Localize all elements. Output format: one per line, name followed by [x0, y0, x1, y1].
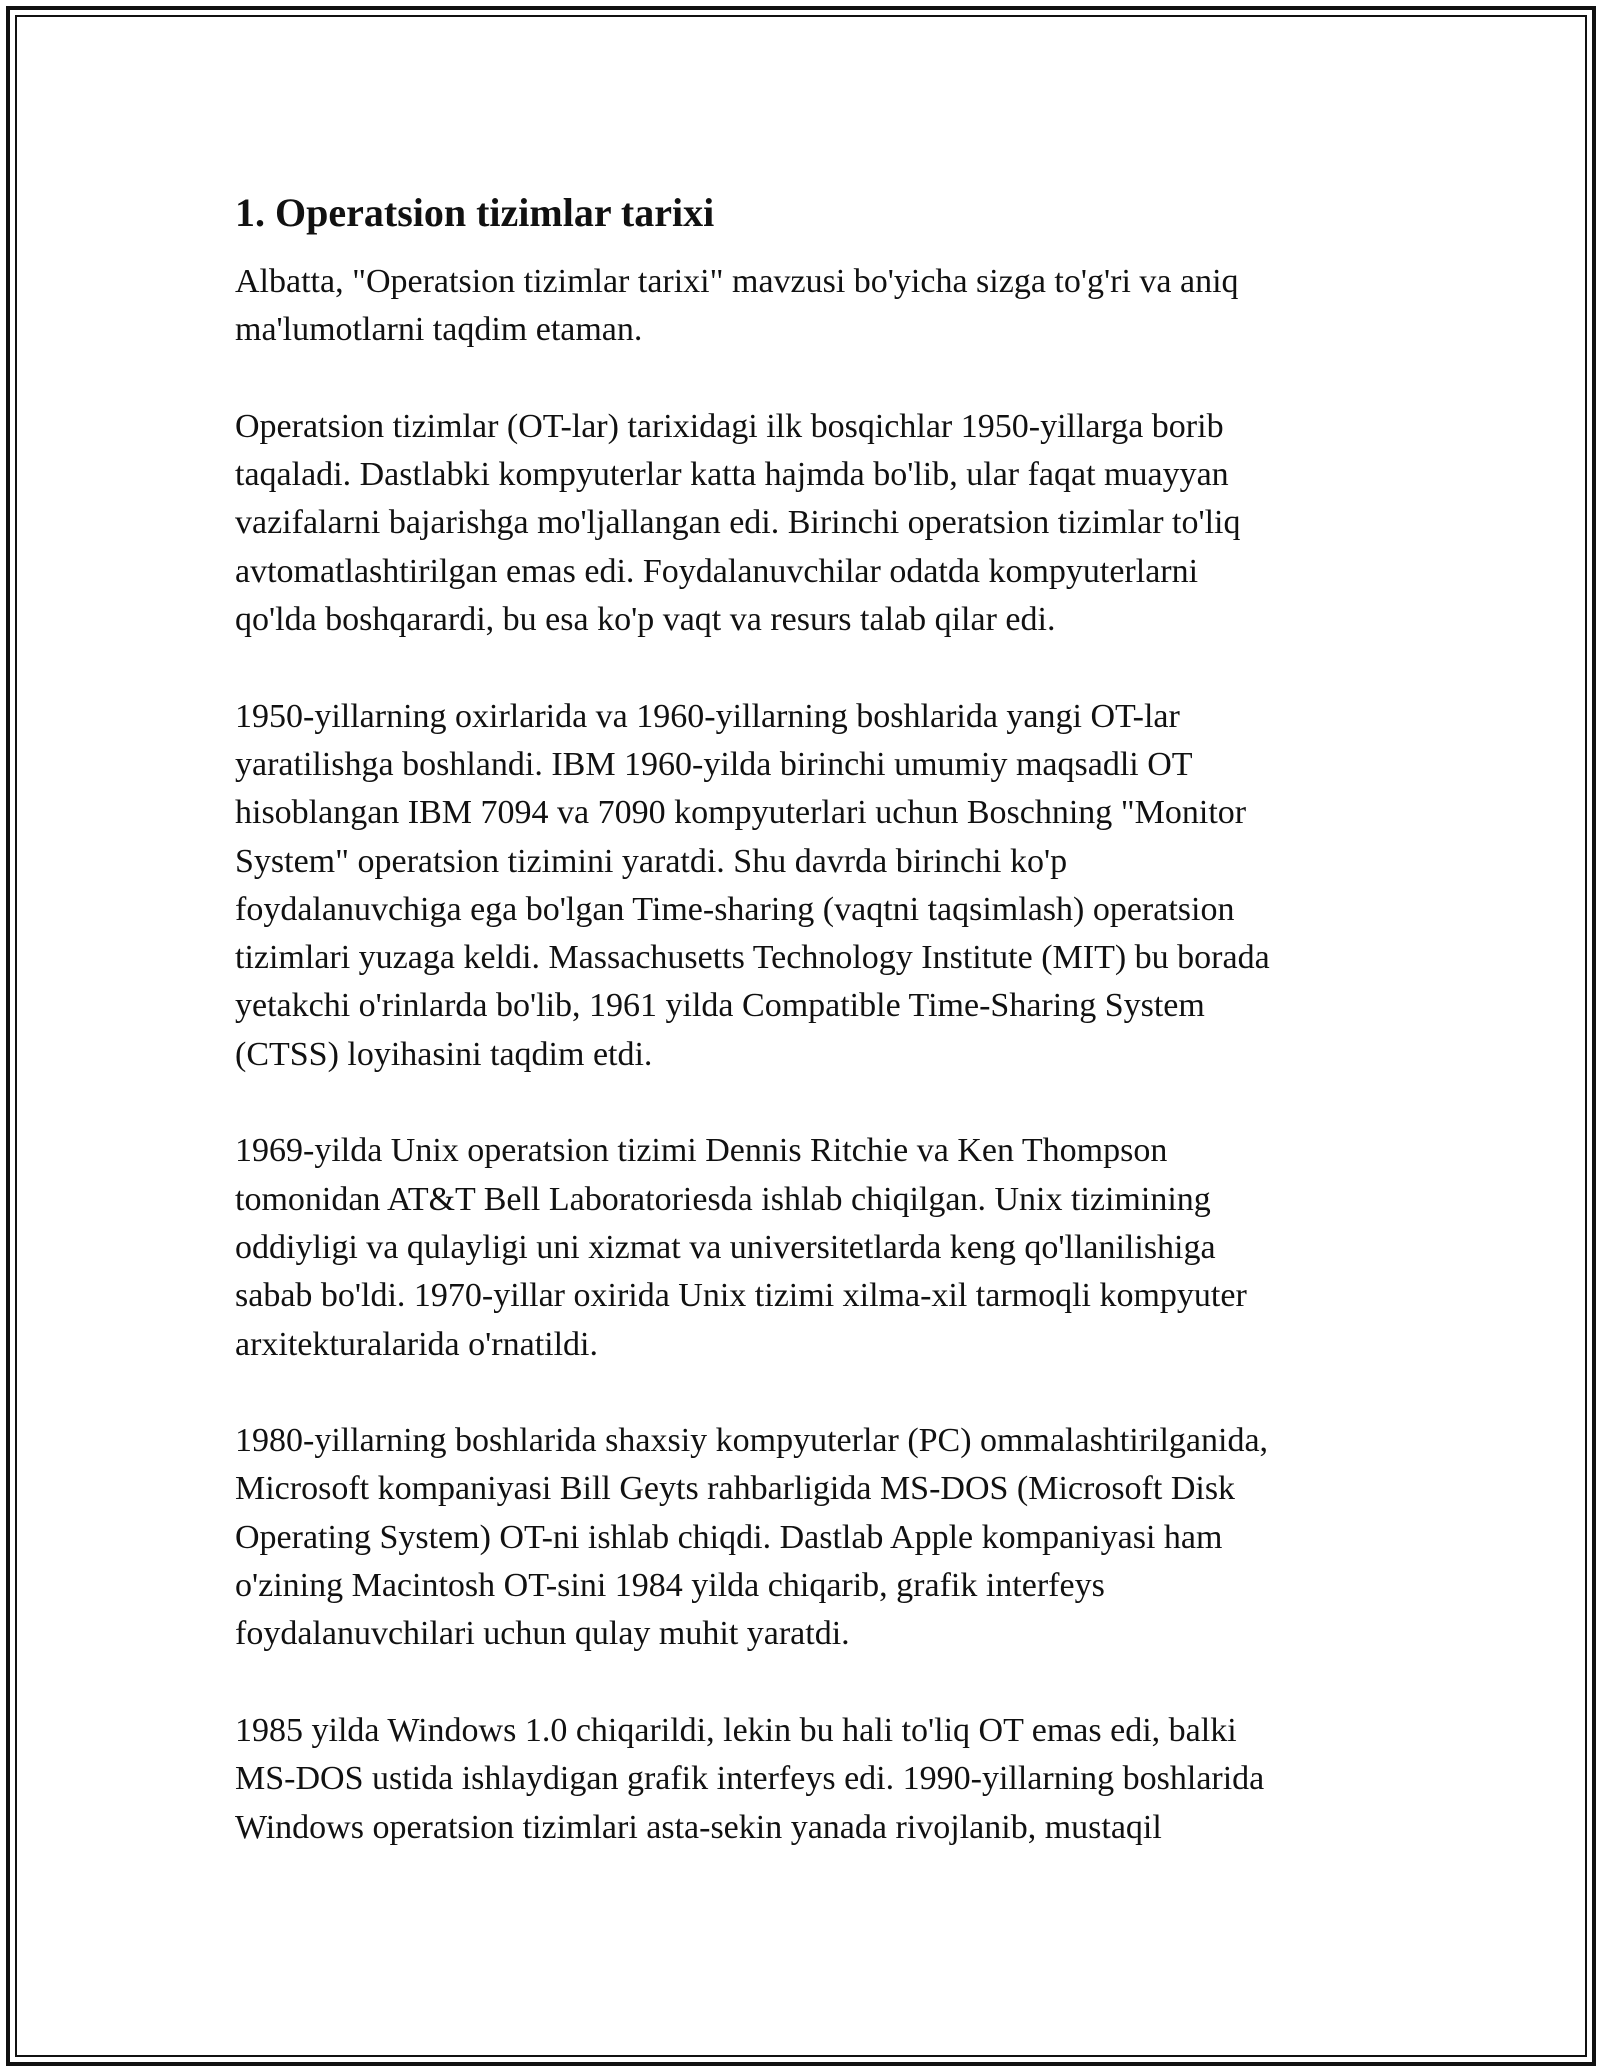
paragraph-ms-dos: 1980-yillarning boshlarida shaxsiy kompyuterlar (PC) ommalashtirilganida, Microsoft kompaniyasi Bill Geyts rahbarligida MS-DOS (Microsoft Disk Operating System) OT-ni ishlab chiqdi. Dastlab Apple kompaniyasi ham o'zining Macintosh OT-sini 1984 yilda chiqarib, grafik interfeys foydalanuvchilari uchun qulay muhit yaratdi.: [235, 1422, 1269, 1653]
paragraph-windows: 1985 yilda Windows 1.0 chiqarildi, lekin bu hali to'liq OT emas edi, balki MS-DOS ustida ishlaydigan grafik interfeys edi. 1990-yillarning boshlarida Windows operatsion tizimlari asta-sekin yanada rivojlanib, mustaqil: [235, 1711, 1265, 1846]
document-body: [235, 188, 1365, 1900]
paragraph-time-sharing: 1950-yillarning oxirlarida va 1960-yillarning boshlarida yangi OT-lar yaratilishga boshlandi. IBM 1960-yilda birinchi umumiy maqsadli OT hisoblangan IBM 7094 va 7090 kompyuterlari uchun Boschning "Monitor System" operatsion tizimini yaratdi. Shu davrda birinchi ko'p foydalanuvchiga ega bo'lgan Time-sharing (vaqtni taqsimlash) operatsion tizimlari yuzaga keldi. Massachusetts Technology Institute (MIT) bu borada yetakchi o'rinlarda bo'lib, 1961 yilda Compatible Time-Sharing System (CTSS) loyihasini taqdim etdi.: [235, 697, 1270, 1073]
paragraph-early-os: Operatsion tizimlar (OT-lar) tarixidagi ilk bosqichlar 1950-yillarga borib taqaladi. Dastlabki kompyuterlar katta hajmda bo'lib, ular faqat muayyan vazifalarni bajarishga mo'ljallangan edi. Birinchi operatsion tizimlar to'liq avtomatlashtirilgan emas edi. Foydalanuvchilar odatda kompyuterlarni qo'lda boshqarardi, bu esa ko'p vaqt va resurs talab qilar edi.: [235, 407, 1241, 639]
section-heading: 1. Operatsion tizimlar tarixi: [235, 190, 715, 235]
paragraph-unix: 1969-yilda Unix operatsion tizimi Dennis Ritchie va Ken Thompson tomonidan AT&T Bell Laboratoriesda ishlab chiqilgan. Unix tizimining oddiyligi va qulayligi uni xizmat va universitetlarda keng qo'llanilishiga sabab bo'ldi. 1970-yillar oxirida Unix tizimi xilma-xil tarmoqli kompyuter arxitekturalarida o'rnatildi.: [235, 1132, 1247, 1363]
paragraph-intro: Albatta, "Operatsion tizimlar tarixi" mavzusi bo'yicha sizga to'g'ri va aniq ma'lumotlarni taqdim etaman.: [235, 263, 1239, 349]
